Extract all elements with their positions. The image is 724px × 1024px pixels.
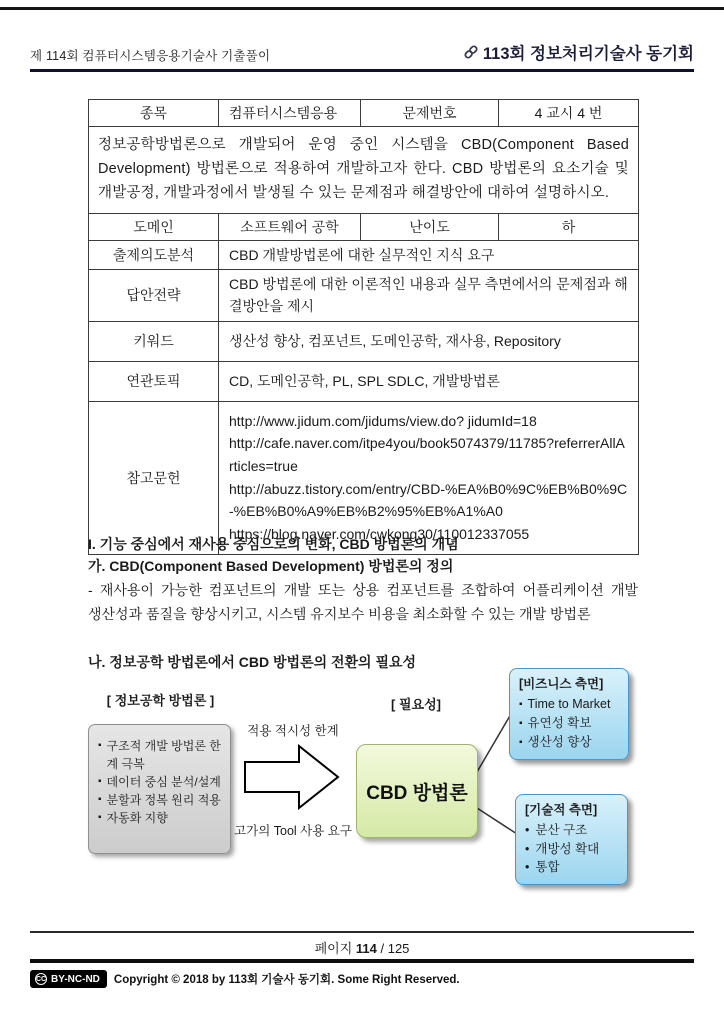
- header-rule: [30, 69, 694, 72]
- question-text: 정보공학방법론으로 개발되어 운영 중인 시스템을 CBD(Component Based Development) 방법론으로 적용하여 개발하고자 한다. CBD 방법론의 요소기술 및 개발공정, 개발과정에서 발생될 수 있는 문제점과 해결방안에 대하여 설명하시오.: [89, 127, 639, 214]
- field-value-related-topics: CD, 도메인공학, PL, SPL SDLC, 개발방법론: [219, 361, 639, 401]
- header-right-title: [463, 40, 694, 64]
- necessity-label: [ 필요성]: [391, 697, 441, 712]
- table-row: [89, 127, 639, 214]
- technical-box-title: [기술적 측면]: [525, 803, 598, 817]
- field-label-strategy: 답안전략: [89, 269, 219, 321]
- table-row: [89, 269, 639, 321]
- footer-rule-thick: [30, 959, 694, 963]
- list-item-text: ▪ 자동화 지향: [106, 811, 168, 825]
- reference-list: [219, 401, 639, 554]
- business-box-title: [비즈니스 측면]: [519, 677, 604, 691]
- arrow-caption-bottom: 고가의 Tool 사용 요구: [234, 824, 352, 838]
- field-label-related-topics: 연관토픽: [89, 361, 219, 401]
- table-row: [89, 213, 639, 240]
- list-item-text: ▪ 분할과 정복 원리 적용: [106, 793, 221, 807]
- page-label: 페이지: [314, 941, 353, 956]
- table-row: [89, 361, 639, 401]
- header-right-text: 113회 정보처리기술사 동기회: [482, 45, 694, 63]
- footer-rule-thin: [30, 931, 694, 933]
- reference-url: http://cafe.naver.com/itpe4you/book5074379/11785?referrerAllArticles=true: [229, 435, 625, 475]
- list-item: [519, 714, 620, 733]
- link-icon: [463, 44, 479, 60]
- right-arrow-icon: [244, 744, 340, 810]
- field-value-intent: CBD 개발방법론에 대한 실무적인 지식 요구: [219, 240, 639, 269]
- field-label-references: 참고문헌: [89, 401, 219, 554]
- list-item: [519, 695, 620, 714]
- field-label-keywords: 키워드: [89, 321, 219, 361]
- field-value-category: 컴퓨터시스템응용: [219, 100, 361, 127]
- list-item-text: ▪ 생산성 향상: [527, 734, 592, 749]
- field-value-difficulty: 하: [499, 213, 639, 240]
- cc-license-badge: [30, 970, 107, 988]
- business-aspect-box: [509, 668, 629, 760]
- list-item-text: ▪ Time to Market: [527, 696, 611, 711]
- page-header: [30, 40, 694, 64]
- header-left-title: 제 114회 컴퓨터시스템응용기술사 기출풀이: [30, 49, 271, 63]
- top-rule: [0, 7, 724, 10]
- reference-url: https://blog.naver.com/cwkong30/110012337055: [229, 526, 530, 543]
- cc-icon: CC: [35, 973, 47, 985]
- field-label-intent: 출제의도분석: [89, 240, 219, 269]
- copyright-row: [30, 970, 694, 988]
- copyright-text: Copyright © 2018 by 113회 기술사 동기회. Some Right Reserved.: [113, 974, 460, 986]
- field-value-domain: 소프트웨어 공학: [219, 213, 361, 240]
- field-label-category: 종목: [89, 100, 219, 127]
- table-row: [89, 100, 639, 127]
- field-value-strategy: CBD 방법론에 대한 이론적인 내용과 실무 측면에서의 문제점과 해결방안을 제시: [219, 269, 639, 321]
- field-label-difficulty: 난이도: [361, 213, 499, 240]
- info-engineering-box: [88, 724, 231, 854]
- subsection-heading-a: 가. CBD(Component Based Development) 방법론의 정의: [88, 557, 454, 574]
- list-item: [98, 773, 223, 791]
- field-value-problem-number: 4 교시 4 번: [499, 100, 639, 127]
- list-item-text: • 개방성 확대: [535, 841, 600, 856]
- list-item-text: • 분산 구조: [535, 822, 588, 837]
- section-heading-1: I. 기능 중심에서 재사용 중심으로의 변화, CBD 방법론의 개념: [88, 536, 459, 552]
- cbd-methodology-box: [356, 744, 478, 838]
- list-item-text: ▪ 데이터 중심 분석/설계: [106, 775, 221, 789]
- list-item-text: ▪ 구조적 개발 방법론 한계 극복: [106, 739, 221, 771]
- cbd-transition-diagram: [88, 668, 648, 906]
- cc-badge-label: BY-NC-ND: [51, 973, 100, 985]
- question-info-table: [88, 99, 639, 555]
- list-item: [519, 733, 620, 752]
- list-item: [525, 840, 619, 859]
- field-value-keywords: 생산성 향상, 컴포넌트, 도메인공학, 재사용, Repository: [219, 321, 639, 361]
- definition-paragraph: - 재사용이 가능한 컴포넌트의 개발 또는 상용 컴포넌트를 조합하여 어플리케이션 개발 생산성과 품질을 향상시키고, 시스템 유지보수 비용을 최소화할 수 있는 개발 방법론: [88, 582, 638, 623]
- page-number: 114: [355, 941, 377, 956]
- table-row: [89, 240, 639, 269]
- page-total: / 125: [380, 941, 410, 956]
- list-item: [98, 791, 223, 809]
- list-item-text: ▪ 유연성 확보: [527, 715, 592, 730]
- list-item-text: • 통합: [535, 860, 560, 875]
- subsection-heading-b: 나. 정보공학 방법론에서 CBD 방법론의 전환의 필요성: [88, 653, 417, 670]
- table-row: [89, 321, 639, 361]
- left-box-label: [ 정보공학 방법론 ]: [106, 693, 215, 708]
- cbd-box-text: CBD 방법론: [366, 782, 468, 804]
- page-number-line: [0, 938, 724, 957]
- list-item: [525, 821, 619, 840]
- list-item: [525, 858, 619, 877]
- answer-body: [88, 534, 638, 674]
- table-row: [89, 401, 639, 554]
- list-item: [98, 737, 223, 773]
- field-label-domain: 도메인: [89, 213, 219, 240]
- arrow-caption-top: 적용 적시성 한계: [247, 724, 339, 738]
- field-label-problem-number: 문제번호: [361, 100, 499, 127]
- reference-url: http://abuzz.tistory.com/entry/CBD-%EA%B0%9C%EB%B0%9C-%EB%B0%A9%EB%B2%95%EB%A1%A0: [229, 480, 628, 520]
- list-item: [98, 809, 223, 827]
- reference-url: http://www.jidum.com/jidums/view.do? jidumId=18: [229, 412, 537, 429]
- technical-aspect-box: [515, 794, 628, 885]
